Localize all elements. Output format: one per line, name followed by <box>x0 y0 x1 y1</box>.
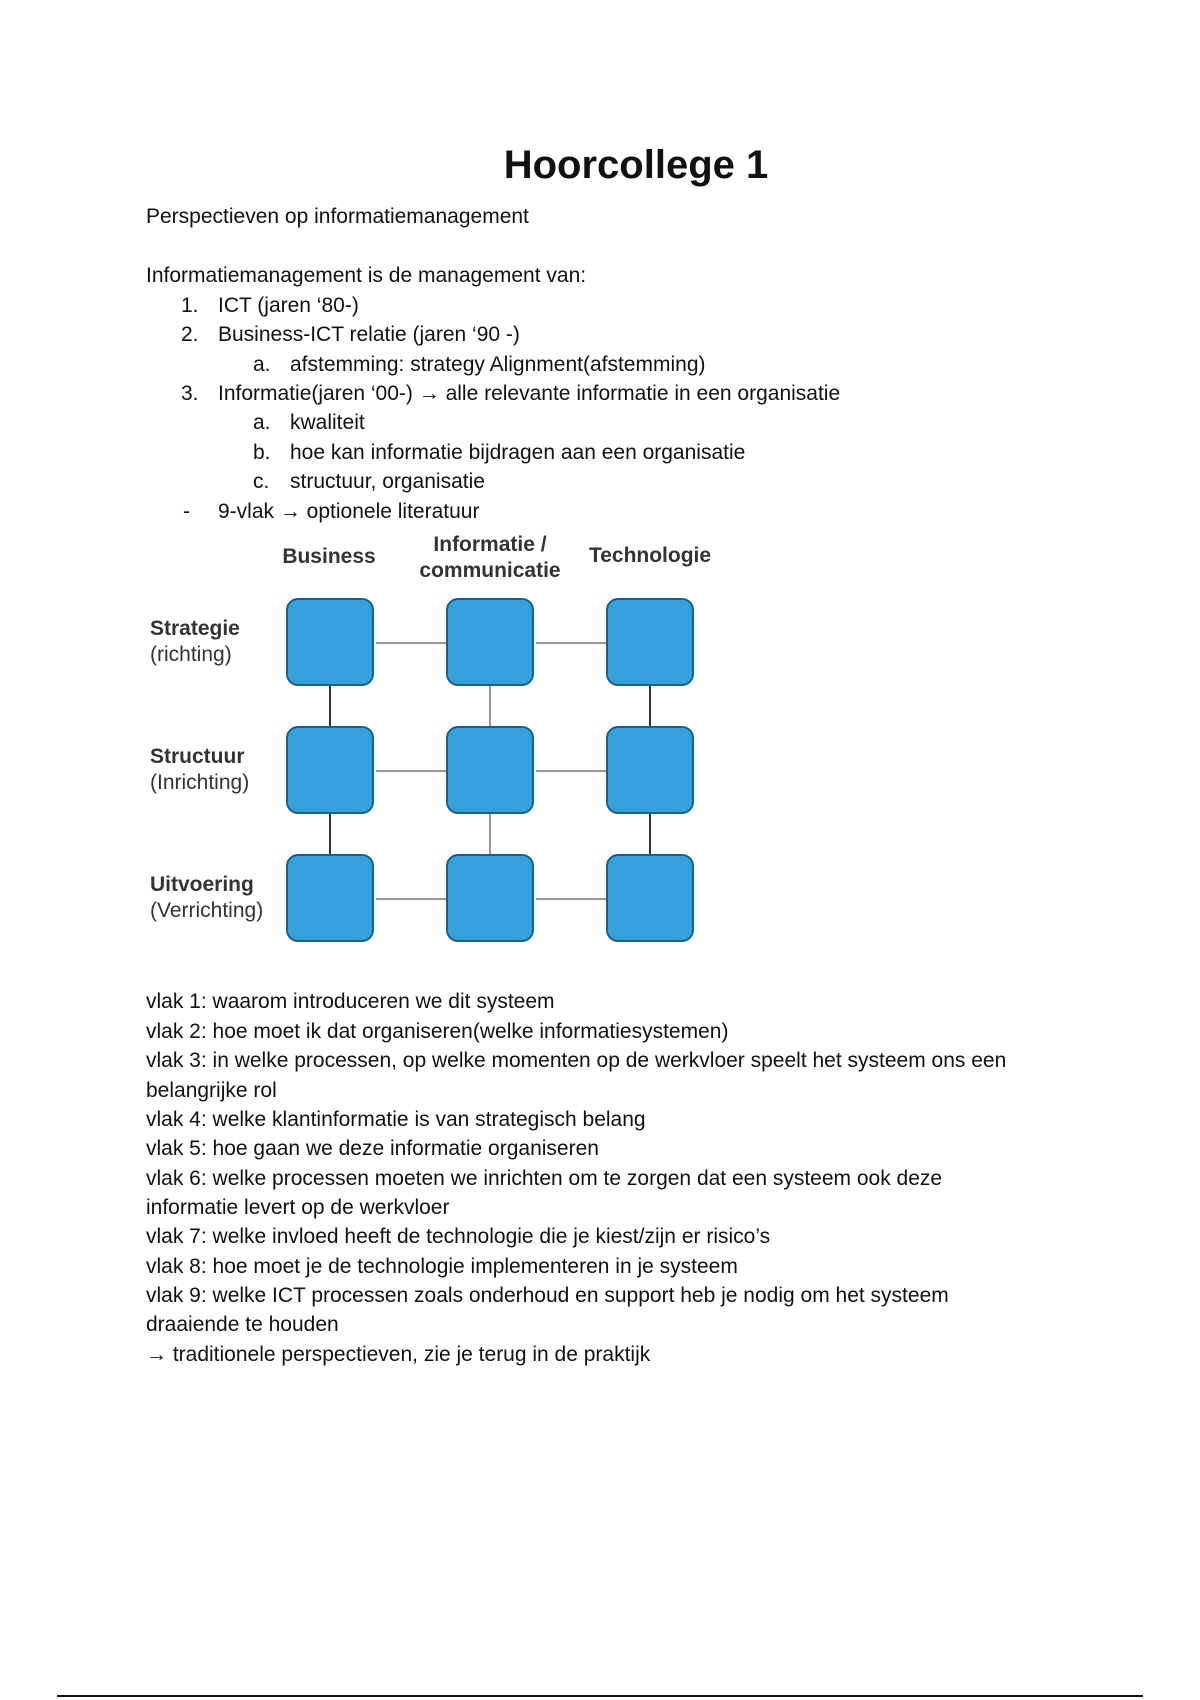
connector-line <box>489 686 491 728</box>
connector-line <box>329 814 331 856</box>
vlak-box-8 <box>606 726 694 814</box>
vlak-line: vlak 8: hoe moet je de technologie implementeren in je systeem <box>146 1255 738 1278</box>
page-title: Hoorcollege 1 <box>503 143 769 187</box>
row-subtitle: (richting) <box>150 643 232 666</box>
column-header-communicatie: communicatie <box>419 559 561 582</box>
sublist-item: kwaliteit <box>290 411 365 434</box>
vlak-box-3 <box>286 854 374 942</box>
column-header-technologie: Technologie <box>588 544 712 567</box>
connector-line <box>649 686 651 728</box>
vlak-box-1 <box>286 598 374 686</box>
list-item: ICT (jaren ‘80-) <box>218 294 359 317</box>
row-title: Structuur <box>150 745 245 768</box>
row-label-structuur <box>150 744 249 796</box>
row-title: Strategie <box>150 617 240 640</box>
footer-rule <box>57 1695 1143 1697</box>
vlak-box-9 <box>606 854 694 942</box>
row-label-uitvoering <box>150 872 263 924</box>
vlak-line: vlak 4: welke klantinformatie is van strategisch belang <box>146 1108 646 1131</box>
vlak-line: vlak 1: waarom introduceren we dit systeem <box>146 990 555 1013</box>
list-item: Business-ICT relatie (jaren ‘90 -) <box>218 323 520 346</box>
list-marker: - <box>183 500 190 523</box>
column-header-business: Business <box>282 545 376 568</box>
vlak-line: informatie levert op de werkvloer <box>146 1196 450 1219</box>
vlak-line: vlak 7: welke invloed heeft de technologie die je kiest/zijn er risico’s <box>146 1225 771 1248</box>
subtitle: Perspectieven op informatiemanagement <box>146 205 529 228</box>
vlak-line: belangrijke rol <box>146 1079 277 1102</box>
connector-line <box>376 642 448 644</box>
row-label-strategie <box>150 616 240 668</box>
vlak-line: draaiende te houden <box>146 1313 339 1336</box>
list-item: 9-vlak → optionele literatuur <box>218 500 480 523</box>
sublist-item: hoe kan informatie bijdragen aan een organisatie <box>290 441 746 464</box>
connector-line <box>329 686 331 728</box>
sublist-marker: a. <box>253 411 271 434</box>
row-subtitle: (Verrichting) <box>150 899 264 922</box>
vlak-box-2 <box>286 726 374 814</box>
vlak-box-7 <box>606 598 694 686</box>
vlak-box-5 <box>446 726 534 814</box>
column-header-informatie: Informatie / <box>433 533 547 556</box>
connector-line <box>536 642 608 644</box>
list-marker: 2. <box>181 323 199 346</box>
list-marker: 1. <box>181 294 199 317</box>
vlak-box-4 <box>446 598 534 686</box>
vlak-line: vlak 3: in welke processen, op welke momenten op de werkvloer speelt het systeem ons een <box>146 1049 1007 1072</box>
connector-line <box>536 770 608 772</box>
vlak-line: vlak 5: hoe gaan we deze informatie organiseren <box>146 1137 599 1160</box>
row-title: Uitvoering <box>150 873 254 896</box>
list-item: Informatie(jaren ‘00-) → alle relevante informatie in een organisatie <box>218 382 841 405</box>
intro-text: Informatiemanagement is de management van: <box>146 264 587 287</box>
vlak-line: vlak 2: hoe moet ik dat organiseren(welke informatiesystemen) <box>146 1020 729 1043</box>
sublist-item: structuur, organisatie <box>290 470 485 493</box>
vlak-box-6 <box>446 854 534 942</box>
list-marker: 3. <box>181 382 199 405</box>
conclusion-line: → traditionele perspectieven, zie je terug in de praktijk <box>146 1343 651 1366</box>
connector-line <box>376 770 448 772</box>
connector-line <box>489 814 491 856</box>
sublist-marker: c. <box>253 470 270 493</box>
sublist-marker: a. <box>253 353 271 376</box>
sublist-marker: b. <box>253 441 271 464</box>
connector-line <box>649 814 651 856</box>
row-subtitle: (Inrichting) <box>150 771 250 794</box>
sublist-item: afstemming: strategy Alignment(afstemming) <box>290 353 706 376</box>
connector-line <box>376 898 448 900</box>
vlak-line: vlak 9: welke ICT processen zoals onderhoud en support heb je nodig om het systeem <box>146 1284 949 1307</box>
connector-line <box>536 898 608 900</box>
vlak-line: vlak 6: welke processen moeten we inrichten om te zorgen dat een systeem ook deze <box>146 1167 943 1190</box>
